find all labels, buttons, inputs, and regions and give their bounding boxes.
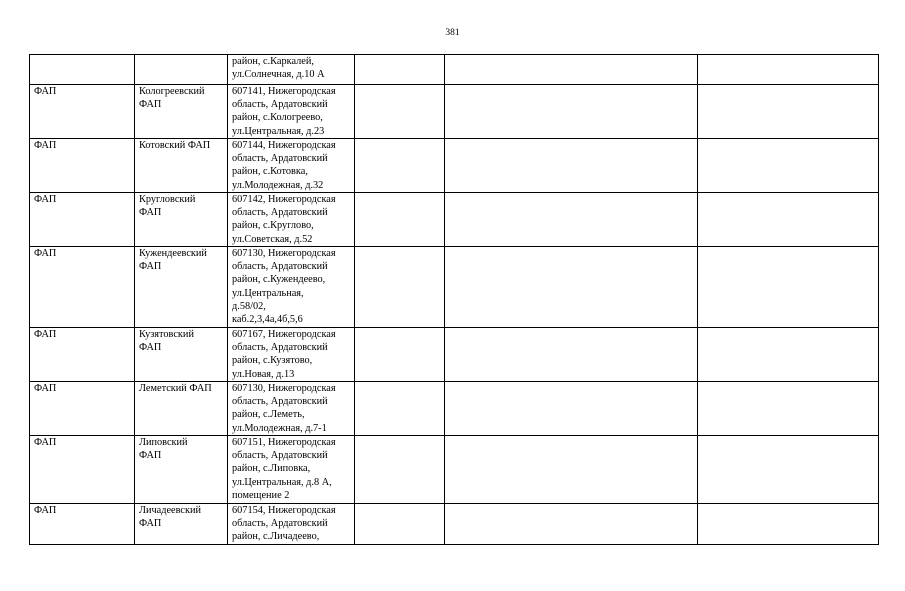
cell-facility-type: ФАП	[30, 504, 135, 545]
cell-column-6	[698, 55, 879, 85]
cell-column-6	[698, 139, 879, 193]
cell-facility-name: Кологреевский ФАП	[135, 85, 228, 139]
cell-column-6	[698, 85, 879, 139]
table-row	[30, 139, 879, 193]
cell-facility-name: Кужендеевский ФАП	[135, 247, 228, 328]
cell-facility-type: ФАП	[30, 247, 135, 328]
cell-column-6	[698, 436, 879, 504]
cell-column-4	[355, 504, 445, 545]
page-number: 381	[445, 28, 460, 38]
cell-column-4	[355, 85, 445, 139]
table-row	[30, 85, 879, 139]
cell-facility-address: 607142, Нижегородская область, Ардатовский район, с.Круглово, ул.Советская, д.52	[228, 193, 355, 247]
cell-column-5	[445, 55, 698, 85]
cell-column-4	[355, 328, 445, 382]
cell-column-5	[445, 328, 698, 382]
table-row	[30, 328, 879, 382]
table-row	[30, 55, 879, 85]
cell-facility-type: ФАП	[30, 193, 135, 247]
cell-column-5	[445, 382, 698, 436]
cell-facility-type: ФАП	[30, 328, 135, 382]
cell-column-4	[355, 436, 445, 504]
cell-facility-type: ФАП	[30, 436, 135, 504]
cell-facility-type: ФАП	[30, 85, 135, 139]
cell-facility-name: Кузятовский ФАП	[135, 328, 228, 382]
cell-column-5	[445, 139, 698, 193]
cell-column-4	[355, 139, 445, 193]
table-row	[30, 436, 879, 504]
table-row	[30, 193, 879, 247]
cell-column-4	[355, 382, 445, 436]
cell-facility-name: Котовский ФАП	[135, 139, 228, 193]
cell-column-6	[698, 504, 879, 545]
cell-column-4	[355, 55, 445, 85]
cell-column-6	[698, 193, 879, 247]
cell-column-4	[355, 247, 445, 328]
cell-facility-name: Кругловский ФАП	[135, 193, 228, 247]
cell-facility-type: ФАП	[30, 382, 135, 436]
cell-facility-name	[135, 55, 228, 85]
table-row	[30, 247, 879, 328]
table-row	[30, 504, 879, 545]
cell-facility-address: 607130, Нижегородская область, Ардатовский район, с.Леметь, ул.Молодежная, д.7-1	[228, 382, 355, 436]
cell-facility-name: Личадеевский ФАП	[135, 504, 228, 545]
cell-column-6	[698, 247, 879, 328]
cell-facility-type: ФАП	[30, 139, 135, 193]
cell-column-6	[698, 382, 879, 436]
cell-facility-address: 607144, Нижегородская область, Ардатовский район, с.Котовка, ул.Молодежная, д.32	[228, 139, 355, 193]
cell-column-5	[445, 504, 698, 545]
cell-column-5	[445, 193, 698, 247]
cell-facility-address: 607130, Нижегородская область, Ардатовский район, с.Кужендеево, ул.Центральная, д.58/02, каб.2,3,4а,4б,5,6	[228, 247, 355, 328]
table-row	[30, 382, 879, 436]
cell-facility-address: район, с.Каркалей, ул.Солнечная, д.10 А	[228, 55, 355, 85]
cell-column-4	[355, 193, 445, 247]
cell-facility-address: 607141, Нижегородская область, Ардатовский район, с.Кологреево, ул.Центральная, д.23	[228, 85, 355, 139]
cell-facility-address: 607151, Нижегородская область, Ардатовский район, с.Липовка, ул.Центральная, д.8 А, помещение 2	[228, 436, 355, 504]
cell-column-6	[698, 328, 879, 382]
cell-facility-address: 607154, Нижегородская область, Ардатовский район, с.Личадеево,	[228, 504, 355, 545]
cell-facility-address: 607167, Нижегородская область, Ардатовский район, с.Кузятово, ул.Новая, д.13	[228, 328, 355, 382]
cell-column-5	[445, 85, 698, 139]
cell-column-5	[445, 436, 698, 504]
cell-facility-type	[30, 55, 135, 85]
cell-column-5	[445, 247, 698, 328]
cell-facility-name: Липовский ФАП	[135, 436, 228, 504]
facility-registry-table	[29, 54, 879, 545]
cell-facility-name: Леметский ФАП	[135, 382, 228, 436]
